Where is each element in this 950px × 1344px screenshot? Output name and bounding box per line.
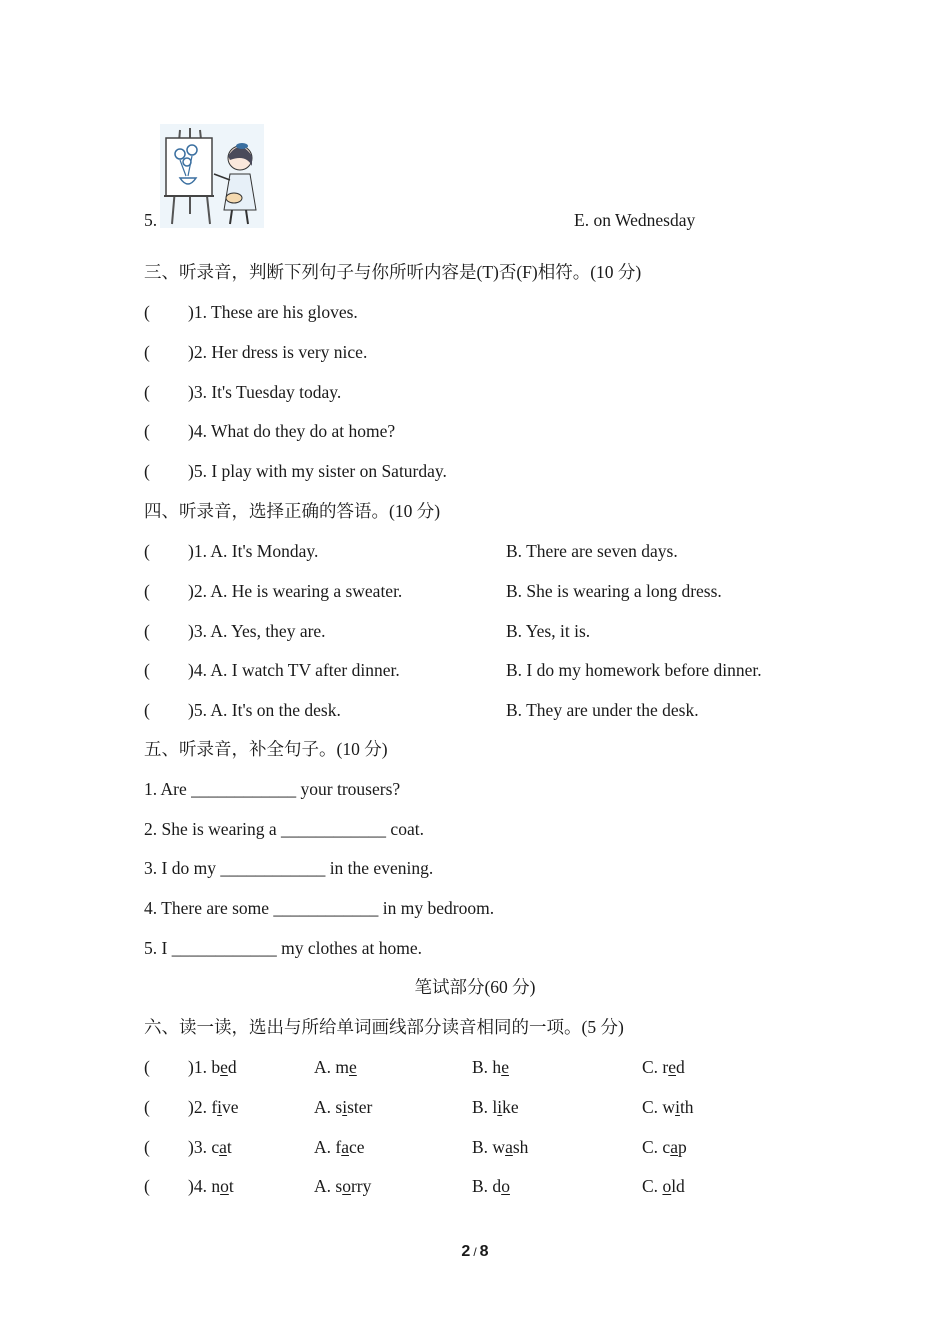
fill-sentence: 2. She is wearing a ____________ coat.: [144, 819, 424, 839]
answer-blank[interactable]: (: [144, 1097, 150, 1117]
girl-painting-illustration: [160, 124, 264, 228]
page-number: [0, 1243, 950, 1261]
paren-close: ): [188, 1057, 194, 1077]
option-b: B. I do my homework before dinner.: [506, 660, 762, 680]
paren-close: ): [188, 461, 194, 481]
option-c: C. red: [642, 1057, 685, 1077]
paren-close: ): [188, 700, 194, 720]
sec4-item: [144, 659, 400, 681]
option-e: E. on Wednesday: [574, 210, 696, 230]
item-number: 1.: [193, 1057, 212, 1077]
paren-close: ): [188, 621, 194, 641]
item-number: 2.: [193, 1097, 212, 1117]
sec6-row: [144, 1136, 232, 1158]
option-b: B. They are under the desk.: [506, 700, 699, 720]
answer-blank[interactable]: (: [144, 1057, 150, 1077]
sec6-row: [144, 1175, 234, 1197]
sec3-item: [144, 460, 447, 482]
answer-blank[interactable]: (: [144, 660, 150, 680]
sec4-item: [144, 540, 318, 562]
item-number: 3.: [193, 1137, 212, 1157]
option-b: B. he: [472, 1057, 509, 1077]
option-b: B. do: [472, 1176, 510, 1196]
page-total: 8: [479, 1243, 489, 1260]
answer-blank[interactable]: (: [144, 621, 150, 641]
section-6-title: 六、读一读，选出与所给单词画线部分读音相同的一项。(5 分): [144, 1017, 624, 1037]
paren-close: ): [188, 1176, 194, 1196]
option-b: B. Yes, it is.: [506, 621, 591, 641]
paren-close: ): [188, 1137, 194, 1157]
item-text: 2. Her dress is very nice.: [193, 342, 368, 362]
option-a: A. sister: [314, 1097, 373, 1117]
answer-blank[interactable]: (: [144, 581, 150, 601]
item-text: 4. What do they do at home?: [193, 421, 396, 441]
paren-close: ): [188, 1097, 194, 1117]
paren-close: ): [188, 421, 194, 441]
option-a: A. me: [314, 1057, 357, 1077]
answer-blank[interactable]: (: [144, 541, 150, 561]
sec4-item: [144, 620, 326, 642]
underlined-letter: o: [220, 1176, 229, 1196]
option-a: A. face: [314, 1137, 365, 1157]
paren-close: ): [188, 302, 194, 322]
paren-close: ): [188, 342, 194, 362]
answer-blank[interactable]: (: [144, 302, 150, 322]
paren-close: ): [188, 660, 194, 680]
answer-blank[interactable]: (: [144, 421, 150, 441]
item-text: 5. I play with my sister on Saturday.: [193, 461, 447, 481]
paren-close: ): [188, 541, 194, 561]
option-a: 2. A. He is wearing a sweater.: [193, 581, 403, 601]
section-4-title: 四、听录音，选择正确的答语。(10 分): [144, 501, 441, 521]
paren-close: ): [188, 581, 194, 601]
answer-blank[interactable]: (: [144, 1176, 150, 1196]
option-b: B. There are seven days.: [506, 541, 678, 561]
item-text: 1. These are his gloves.: [193, 302, 358, 322]
underlined-letter: i: [217, 1097, 223, 1117]
underlined-letter: a: [219, 1137, 227, 1157]
fill-sentence: 3. I do my ____________ in the evening.: [144, 858, 434, 878]
page-current: 2: [461, 1243, 471, 1260]
fill-sentence: 5. I ____________ my clothes at home.: [144, 938, 423, 958]
sec3-item: [144, 420, 395, 442]
sec6-row: [144, 1056, 237, 1078]
word-part: ve: [222, 1097, 239, 1117]
word-part: t: [226, 1137, 232, 1157]
option-a: 4. A. I watch TV after dinner.: [193, 660, 400, 680]
word-part: f: [211, 1097, 218, 1117]
sec3-item: [144, 381, 341, 403]
option-a: A. sorry: [314, 1176, 372, 1196]
paren-close: ): [188, 382, 194, 402]
answer-blank[interactable]: (: [144, 1137, 150, 1157]
option-a: 1. A. It's Monday.: [193, 541, 319, 561]
word-part: t: [228, 1176, 234, 1196]
sec3-item: [144, 301, 358, 323]
fill-sentence: 1. Are ____________ your trousers?: [144, 779, 401, 799]
page-separator: /: [473, 1245, 477, 1259]
option-b: B. wash: [472, 1137, 529, 1157]
option-a: 5. A. It's on the desk.: [193, 700, 341, 720]
item-number: 4.: [193, 1176, 212, 1196]
word-part: n: [211, 1176, 221, 1196]
sec3-item: [144, 341, 367, 363]
section-5-title: 五、听录音，补全句子。(10 分): [144, 739, 388, 759]
sec4-item: [144, 580, 402, 602]
written-part-heading: 笔试部分(60 分): [414, 977, 536, 997]
word-part: d: [227, 1057, 237, 1077]
option-b: B. She is wearing a long dress.: [506, 581, 722, 601]
option-c: C. cap: [642, 1137, 687, 1157]
question-5-number: 5.: [144, 210, 158, 230]
word-part: c: [211, 1137, 220, 1157]
sec6-row: [144, 1096, 239, 1118]
answer-blank[interactable]: (: [144, 461, 150, 481]
option-c: C. with: [642, 1097, 694, 1117]
item-text: 3. It's Tuesday today.: [193, 382, 342, 402]
option-c: C. old: [642, 1176, 685, 1196]
sec4-item: [144, 699, 341, 721]
girl-painting-flowers-icon: [160, 124, 264, 228]
fill-sentence: 4. There are some ____________ in my bedroom.: [144, 898, 495, 918]
answer-blank[interactable]: (: [144, 382, 150, 402]
answer-blank[interactable]: (: [144, 700, 150, 720]
answer-blank[interactable]: (: [144, 342, 150, 362]
word-part: b: [211, 1057, 221, 1077]
option-a: 3. A. Yes, they are.: [193, 621, 326, 641]
underlined-letter: e: [220, 1057, 228, 1077]
option-b: B. like: [472, 1097, 519, 1117]
section-3-title: 三、听录音，判断下列句子与你所听内容是(T)否(F)相符。(10 分): [144, 262, 642, 282]
